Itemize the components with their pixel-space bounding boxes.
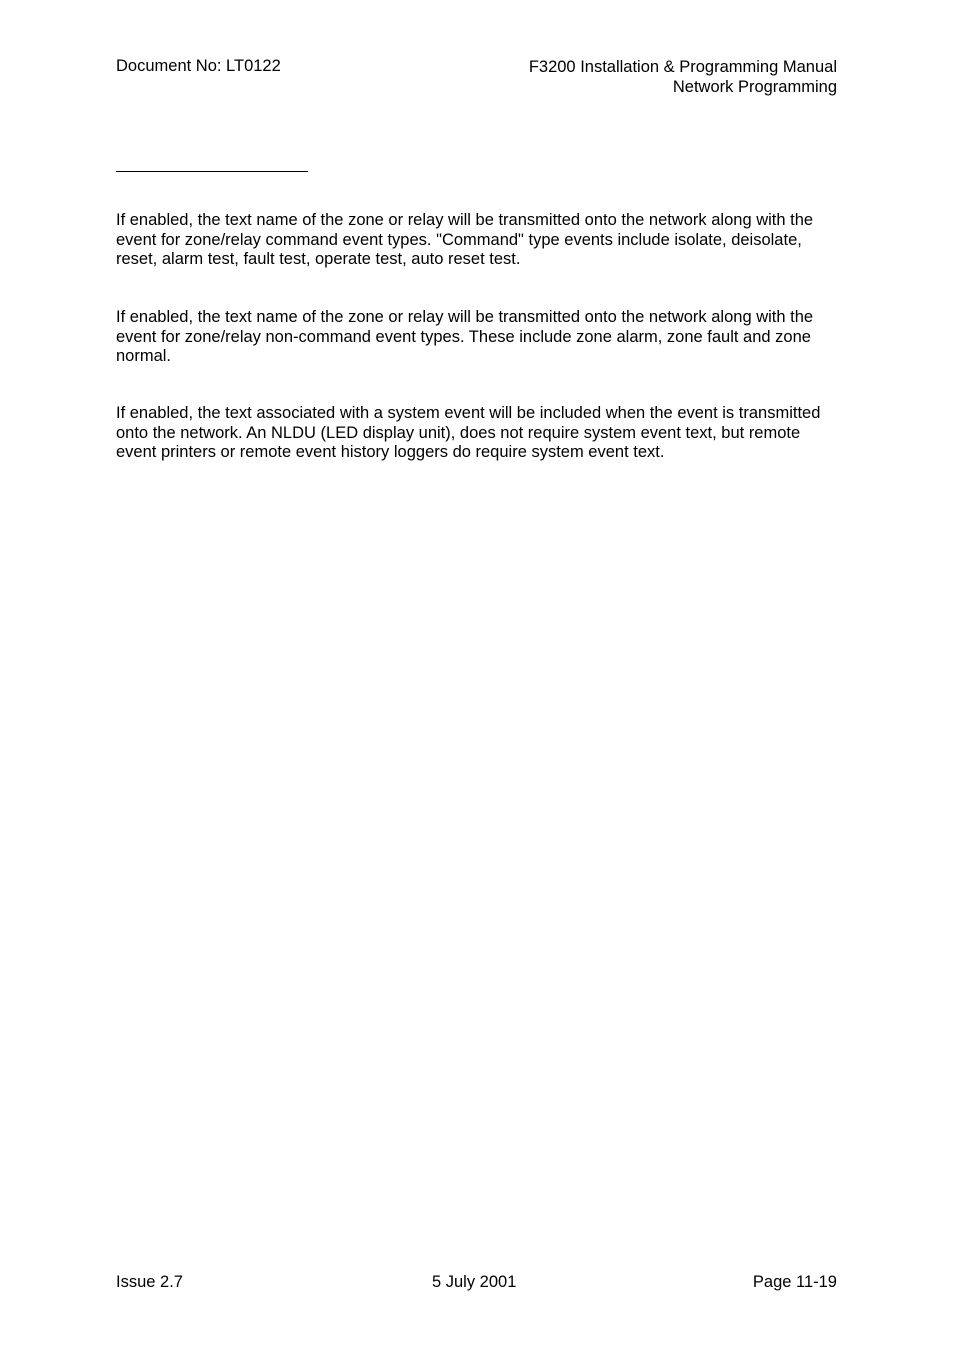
section-title: Network Programming	[672, 78, 837, 96]
paragraph-zone-relay-non-command-text: If enabled, the text name of the zone or relay will be transmitted onto the network along with the event for zone/relay non-command event types. These include zone alarm, zone fault and zone normal.	[116, 308, 814, 365]
issue-number: Issue 2.7	[116, 1273, 183, 1291]
manual-title: F3200 Installation & Programming Manual	[528, 58, 837, 76]
document-number: Document No: LT0122	[116, 57, 281, 75]
page-header-right	[529, 57, 837, 97]
paragraph-system-event-text: If enabled, the text associated with a system event will be included when the event is transmitted onto the network. An NLDU (LED display unit), does not require system event text, but remote event printers or remote event history loggers do require system event text.	[116, 404, 821, 461]
paragraph-zone-relay-command-text: If enabled, the text name of the zone or relay will be transmitted onto the network along with the event for zone/relay command event types. "Command" type events include isolate, deisolate, reset, alarm test, fault test, operate test, auto reset test.	[116, 211, 814, 268]
issue-date: 5 July 2001	[432, 1273, 517, 1291]
page-number: Page 11-19	[752, 1273, 837, 1291]
section-divider-rule	[116, 171, 308, 172]
